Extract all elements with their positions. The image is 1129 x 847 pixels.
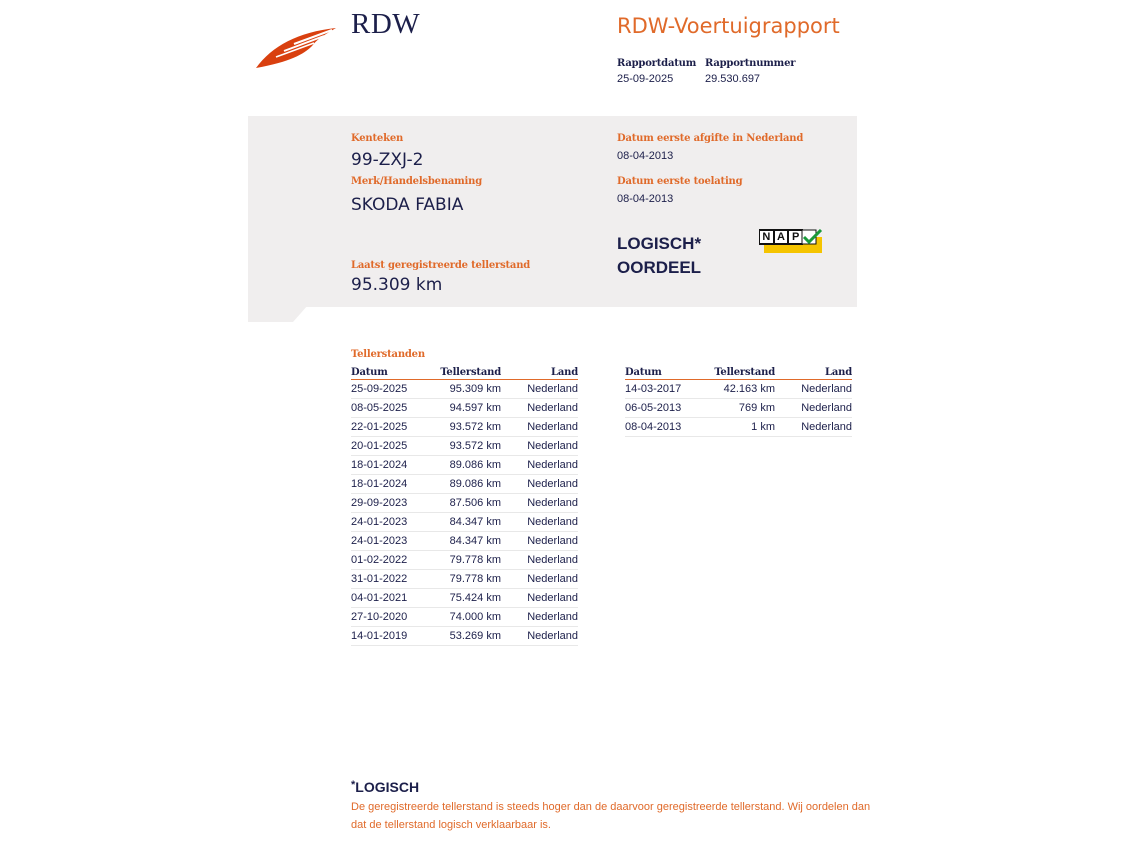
col-header-land: Land [501, 366, 578, 380]
check-icon [801, 229, 823, 247]
cell-tellerstand: 769 km [705, 399, 775, 418]
cell-tellerstand: 87.506 km [431, 494, 501, 513]
cell-tellerstand: 95.309 km [431, 380, 501, 399]
col-header-tellerstand: Tellerstand [705, 366, 775, 380]
cell-datum: 25-09-2025 [351, 380, 431, 399]
cell-tellerstand: 89.086 km [431, 475, 501, 494]
table-row [351, 551, 578, 570]
eerste-afgifte-value: 08-04-2013 [617, 150, 674, 162]
cell-land: Nederland [501, 513, 578, 532]
cell-datum: 04-01-2021 [351, 589, 431, 608]
table-row [351, 437, 578, 456]
nap-letter-n: N [760, 231, 773, 243]
cell-datum: 24-01-2023 [351, 513, 431, 532]
tellerstand-label: Laatst geregistreerde tellerstand [351, 260, 531, 271]
cell-land: Nederland [501, 589, 578, 608]
cell-tellerstand: 84.347 km [431, 513, 501, 532]
table-row [351, 608, 578, 627]
cell-tellerstand: 94.597 km [431, 399, 501, 418]
cell-tellerstand: 79.778 km [431, 551, 501, 570]
cell-datum: 31-01-2022 [351, 570, 431, 589]
eerste-toelating-label: Datum eerste toelating [617, 176, 743, 187]
cell-datum: 14-01-2019 [351, 627, 431, 646]
kenteken-value: 99-ZXJ-2 [351, 150, 424, 170]
tellerstand-value: 95.309 km [351, 275, 443, 295]
nap-letters-box [759, 229, 803, 245]
cell-land: Nederland [501, 494, 578, 513]
cell-land: Nederland [501, 399, 578, 418]
rapportdatum-label: Rapportdatum [617, 58, 697, 69]
vehicle-summary-panel [248, 116, 857, 307]
rapportdatum-value: 25-09-2025 [617, 73, 674, 85]
merk-label: Merk/Handelsbenaming [351, 176, 483, 187]
rapportnummer-value: 29.530.697 [705, 73, 761, 85]
cell-land: Nederland [501, 627, 578, 646]
report-title: RDW-Voertuigrapport [617, 14, 840, 38]
cell-land: Nederland [501, 570, 578, 589]
brand-name: RDW [351, 8, 421, 40]
col-header-tellerstand: Tellerstand [431, 366, 501, 380]
col-header-land: Land [775, 366, 852, 380]
table-row [351, 494, 578, 513]
cell-land: Nederland [501, 608, 578, 627]
cell-tellerstand: 75.424 km [431, 589, 501, 608]
table-row [351, 456, 578, 475]
cell-datum: 18-01-2024 [351, 456, 431, 475]
eerste-toelating-value: 08-04-2013 [617, 193, 674, 205]
table-header-row [351, 366, 578, 380]
merk-value: SKODA FABIA [351, 195, 464, 215]
cell-land: Nederland [775, 418, 852, 437]
cell-datum: 08-05-2025 [351, 399, 431, 418]
cell-land: Nederland [501, 418, 578, 437]
table-row [351, 627, 578, 646]
table-row [351, 589, 578, 608]
cell-land: Nederland [501, 437, 578, 456]
table-row [351, 570, 578, 589]
cell-land: Nederland [501, 380, 578, 399]
cell-tellerstand: 89.086 km [431, 456, 501, 475]
footnote-text: De geregistreerde tellerstand is steeds hoger dan de daarvoor geregistreerde tellerstand. Wij oordelen dan dat de tellerstand logisch verklaarbaar is. [351, 801, 871, 831]
footnote-heading [351, 779, 419, 795]
cell-tellerstand: 84.347 km [431, 532, 501, 551]
oordeel-verdict [617, 232, 701, 280]
cell-datum: 01-02-2022 [351, 551, 431, 570]
nap-letter-a: A [775, 231, 788, 243]
eerste-afgifte-label: Datum eerste afgifte in Nederland [617, 133, 804, 144]
footnote-star: * [351, 779, 356, 791]
table-row [351, 399, 578, 418]
cell-land: Nederland [775, 399, 852, 418]
table-header-row [625, 366, 852, 380]
cell-datum: 27-10-2020 [351, 608, 431, 627]
table-row [625, 418, 852, 437]
cell-tellerstand: 1 km [705, 418, 775, 437]
cell-datum: 22-01-2025 [351, 418, 431, 437]
rapportnummer-label: Rapportnummer [705, 58, 796, 69]
cell-datum: 14-03-2017 [625, 380, 705, 399]
cell-datum: 24-01-2023 [351, 532, 431, 551]
nap-logo [759, 229, 823, 254]
table-row [625, 399, 852, 418]
cell-land: Nederland [501, 551, 578, 570]
col-header-datum: Datum [625, 366, 705, 380]
tellerstanden-title: Tellerstanden [351, 349, 425, 360]
nap-letter-p: P [789, 231, 802, 243]
verdict-line-2: OORDEEL [617, 258, 702, 277]
cell-tellerstand: 42.163 km [705, 380, 775, 399]
table-row [351, 418, 578, 437]
kenteken-label: Kenteken [351, 133, 404, 144]
cell-tellerstand: 93.572 km [431, 418, 501, 437]
rdw-logo-icon [254, 24, 340, 70]
table-row [625, 380, 852, 399]
cell-tellerstand: 74.000 km [431, 608, 501, 627]
table-row [351, 475, 578, 494]
table-row [351, 513, 578, 532]
table-row [351, 532, 578, 551]
tellerstanden-table-left [351, 366, 578, 646]
col-header-datum: Datum [351, 366, 431, 380]
footnote-heading-text: LOGISCH [355, 779, 420, 795]
cell-land: Nederland [501, 532, 578, 551]
verdict-line-1: LOGISCH* [617, 234, 702, 253]
cell-datum: 08-04-2013 [625, 418, 705, 437]
cell-datum: 20-01-2025 [351, 437, 431, 456]
table-row [351, 380, 578, 399]
cell-land: Nederland [501, 475, 578, 494]
cell-tellerstand: 93.572 km [431, 437, 501, 456]
tellerstanden-table-right [625, 366, 852, 437]
cell-land: Nederland [775, 380, 852, 399]
cell-datum: 18-01-2024 [351, 475, 431, 494]
panel-tab-decoration [248, 305, 308, 322]
cell-tellerstand: 53.269 km [431, 627, 501, 646]
cell-datum: 29-09-2023 [351, 494, 431, 513]
cell-land: Nederland [501, 456, 578, 475]
cell-datum: 06-05-2013 [625, 399, 705, 418]
cell-tellerstand: 79.778 km [431, 570, 501, 589]
